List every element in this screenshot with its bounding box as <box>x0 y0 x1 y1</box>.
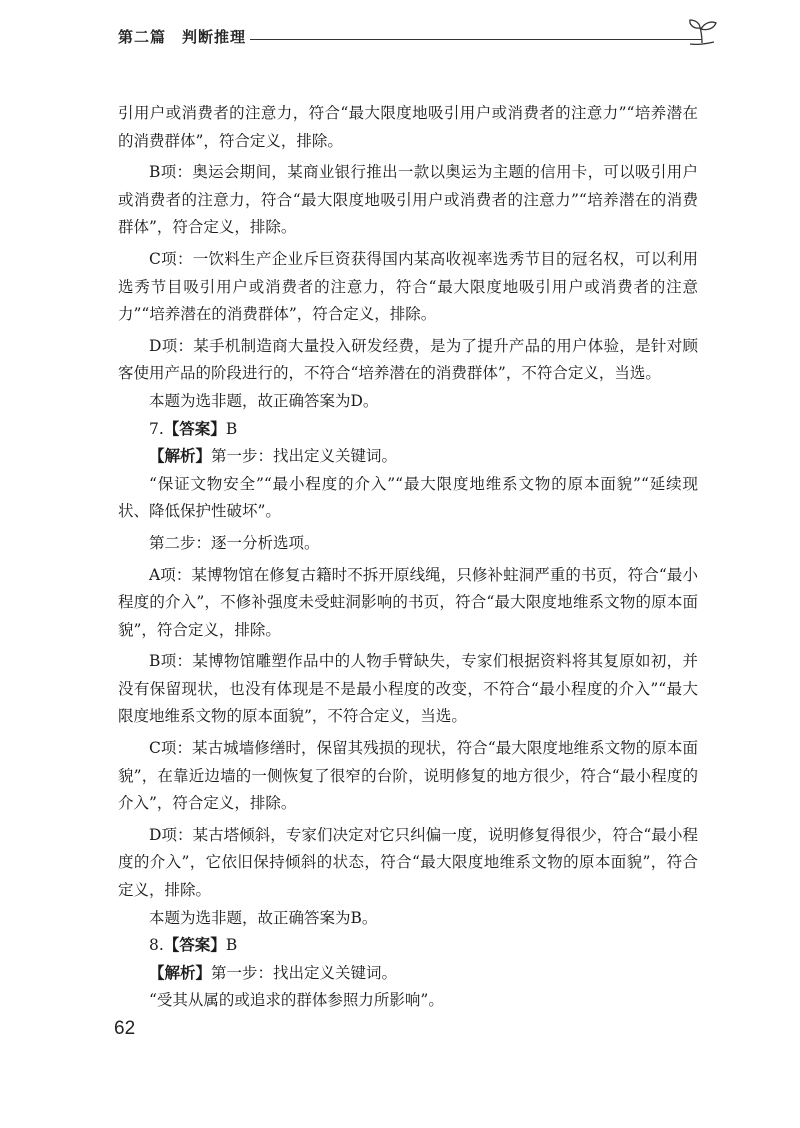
option-b-analysis: B项：奥运会期间，某商业银行推出一款以奥运为主题的信用卡，可以吸引用户或消费者的注意力，符合“最大限度地吸引用户或消费者的注意力”“培养潜在的消费群体”，符合定义，排除。 <box>118 163 698 237</box>
q7-analysis-tag: 【解析】 <box>149 447 212 466</box>
section-title: 第二篇 判断推理 <box>118 28 247 46</box>
q7-analysis-line <box>118 443 698 471</box>
page-body <box>118 100 698 1015</box>
q6-conclusion: 本题为选非题，故正确答案为D。 <box>149 391 379 410</box>
q8-analysis-tag: 【解析】 <box>149 963 212 982</box>
q7-option-a: A项：某博物馆在修复古籍时不拆开原线绳，只修补蛀洞严重的书页，符合“最小程度的介入”，不修补强度未受蛀洞影响的书页，符合“最大限度地维系文物的原本面貌”，符合定义，排除。 <box>118 565 698 639</box>
q7-conclusion: 本题为选非题，故正确答案为B。 <box>149 908 378 927</box>
q8-number: 8. <box>149 936 164 955</box>
q8-keywords: “受其从属的或追求的群体参照力所影响”。 <box>149 991 444 1010</box>
header-rule <box>250 39 702 40</box>
q7-number: 7. <box>149 419 164 438</box>
q7-option-b: B项：某博物馆雕塑作品中的人物手臂缺失，专家们根据资料将其复原如初，并没有保留现状，也没有体现是不是最小程度的改变，不符合“最小程度的介入”“最大限度地维系文物的原本面貌”，不符合定义，当选。 <box>118 652 698 726</box>
q7-answer-line <box>118 416 698 444</box>
q8-step1: 第一步：找出定义关键词。 <box>211 963 398 982</box>
q8-analysis-line <box>118 960 698 988</box>
q7-answer-tag: 【答案】 <box>163 419 226 438</box>
q7-option-c: C项：某古城墙修缮时，保留其残损的现状，符合“最大限度地维系文物的原本面貌”，在靠近边墙的一侧恢复了很窄的台阶，说明修复的地方很少，符合“最小程度的介入”，符合定义，排除。 <box>118 739 698 813</box>
q7-step2: 第二步：逐一分析选项。 <box>149 533 320 552</box>
option-d-analysis: D项：某手机制造商大量投入研发经费，是为了提升产品的用户体验，是针对顾客使用产品的阶段进行的，不符合“培养潜在的消费群体”，不符合定义，当选。 <box>118 336 698 383</box>
option-c-analysis: C项：一饮料生产企业斥巨资获得国内某高收视率选秀节目的冠名权，可以利用选秀节目吸引用户或消费者的注意力，符合“最大限度地吸引用户或消费者的注意力”“培养潜在的消费群体”，符合定义，排除。 <box>118 249 698 324</box>
q7-step1: 第一步：找出定义关键词。 <box>211 447 398 466</box>
page-number: 62 <box>114 1018 136 1039</box>
q8-answer-tag: 【答案】 <box>163 936 226 955</box>
running-header <box>118 22 718 52</box>
q8-answer-line <box>118 932 698 960</box>
q7-option-d: D项：某古塔倾斜，专家们决定对它只纠偏一度，说明修复得很少，符合“最小程度的介入”，它依旧保持倾斜的状态，符合“最大限度地维系文物的原本面貌”，符合定义，排除。 <box>118 825 698 900</box>
q7-keywords: “保证文物安全”“最小程度的介入”“最大限度地维系文物的原本面貌”“延续现状、降低保护性破坏”。 <box>118 474 698 521</box>
q8-answer: B <box>225 936 238 955</box>
q7-answer: B <box>225 419 238 438</box>
sprout-icon <box>684 18 720 50</box>
paragraph-continued: 引用户或消费者的注意力，符合“最大限度地吸引用户或消费者的注意力”“培养潜在的消费群体”，符合定义，排除。 <box>118 104 698 150</box>
